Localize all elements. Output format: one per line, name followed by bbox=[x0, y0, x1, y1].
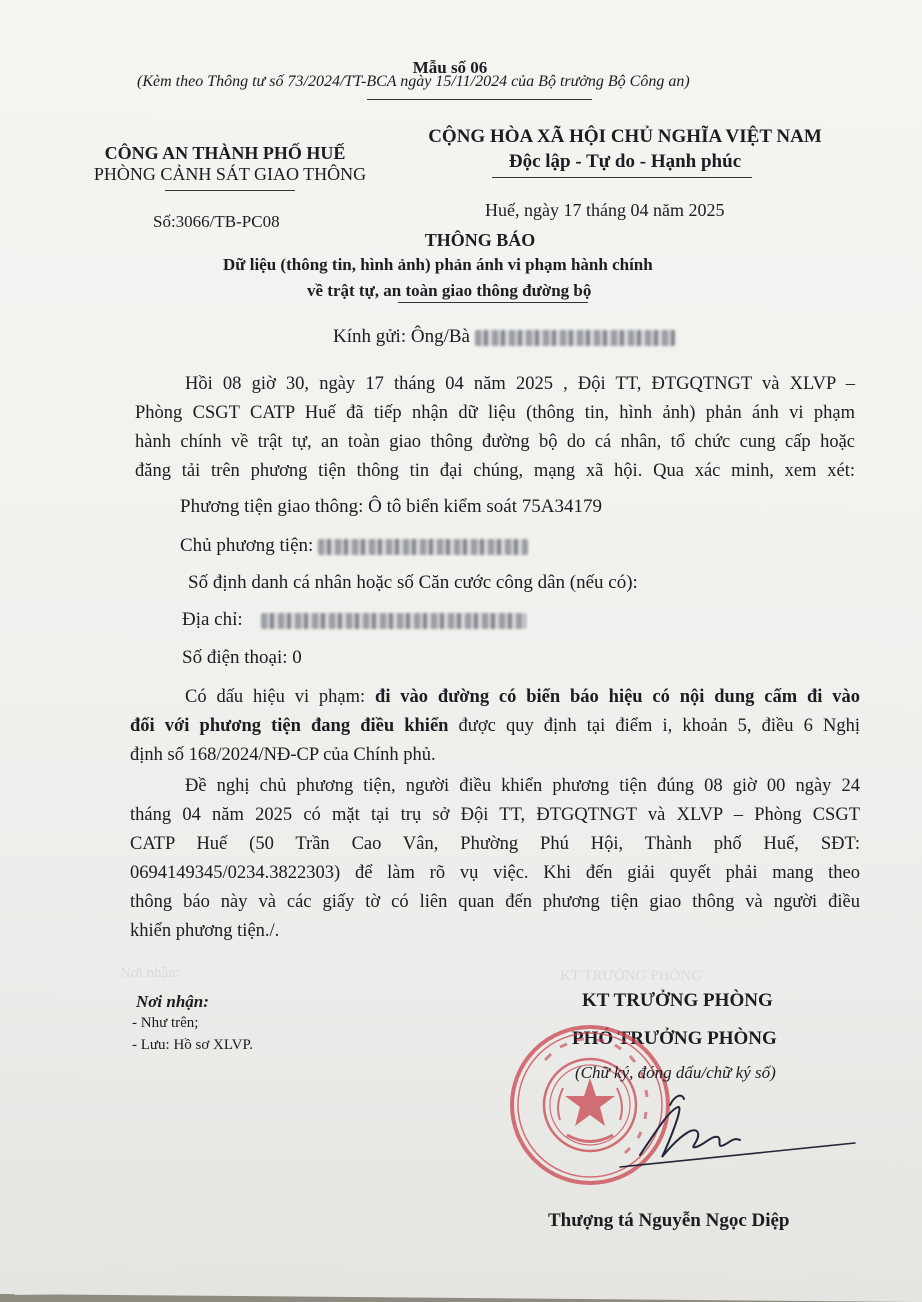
document-title: THÔNG BÁO bbox=[424, 230, 536, 250]
owner-field bbox=[180, 535, 528, 557]
intro-line: Phòng CSGT CATP Huế đã tiếp nhận dữ liệu (thông tin, hình ảnh) phản ánh vi phạm bbox=[135, 403, 855, 423]
form-number: Mẫu số 06 bbox=[412, 58, 488, 77]
owner-label: Chủ phương tiện: bbox=[180, 535, 314, 556]
place-date: Huế, ngày 17 tháng 04 năm 2025 bbox=[485, 200, 725, 220]
form-reference: (Kèm theo Thông tư số 73/2024/TT-BCA ngày 15/11/2024 của Bộ trưởng Bộ Công an) bbox=[137, 73, 690, 90]
divider bbox=[398, 302, 588, 303]
country-name: CỘNG HÒA XÃ HỘI CHỦ NGHĨA VIỆT NAM bbox=[428, 126, 822, 147]
signer-name: Thượng tá Nguyễn Ngọc Diệp bbox=[548, 1210, 790, 1231]
violation-line bbox=[130, 712, 860, 741]
vehicle-field: Phương tiện giao thông: Ô tô biển kiểm soát 75A34179 bbox=[180, 496, 602, 517]
intro-line: Hồi 08 giờ 30, ngày 17 tháng 04 năm 2025 , Đội TT, ĐTGQTNGT và XLVP – bbox=[185, 374, 855, 394]
request-line: khiển phương tiện./. bbox=[130, 921, 280, 941]
violation-basis: được quy định tại điểm i, khoản 5, điều 6 Nghị bbox=[448, 716, 860, 736]
divider bbox=[367, 99, 592, 100]
recipient-item: - Lưu: Hồ sơ XLVP. bbox=[132, 1037, 253, 1053]
divider bbox=[492, 177, 752, 178]
request-line: CATP Huế (50 Trần Cao Vân, Phường Phú Hội, Thành phố Huế, SĐT: bbox=[130, 834, 860, 854]
redacted-address bbox=[261, 613, 526, 629]
request-line: thông báo này và các giấy tờ có liên quan đến phương tiện giao thông và người điều bbox=[130, 892, 860, 912]
id-field: Số định danh cá nhân hoặc số Căn cước công dân (nếu có): bbox=[188, 572, 638, 593]
intro-paragraph bbox=[135, 370, 855, 486]
document-subtitle-2: về trật tự, an toàn giao thông đường bộ bbox=[307, 281, 592, 300]
request-line: tháng 04 năm 2025 có mặt tại trụ sở Đội TT, ĐTGQTNGT và XLVP – Phòng CSGT bbox=[130, 805, 860, 825]
bleed-through-text: Nơi nhận: bbox=[120, 965, 181, 981]
phone-field: Số điện thoại: 0 bbox=[182, 647, 302, 668]
violation-paragraph bbox=[130, 683, 860, 770]
request-paragraph bbox=[130, 772, 860, 946]
addressee bbox=[333, 326, 675, 348]
recipients-label: Nơi nhận: bbox=[136, 992, 209, 1011]
national-motto: Độc lập - Tự do - Hạnh phúc bbox=[508, 151, 742, 172]
redacted-owner bbox=[318, 539, 528, 555]
signature-title-1: KT TRƯỞNG PHÒNG bbox=[582, 990, 773, 1011]
violation-text: đi vào đường có biển báo hiệu có nội dung cấm đi vào bbox=[375, 687, 860, 707]
bleed-through-text: KT TRƯỞNG PHÒNG bbox=[560, 968, 702, 984]
redacted-name bbox=[475, 330, 675, 346]
addressee-label: Kính gửi: Ông/Bà bbox=[333, 326, 470, 347]
request-line: Đề nghị chủ phương tiện, người điều khiển phương tiện đúng 08 giờ 00 ngày 24 bbox=[185, 776, 860, 796]
agency-parent: CÔNG AN THÀNH PHỐ HUẾ bbox=[104, 143, 346, 163]
violation-text: đối với phương tiện đang điều khiển bbox=[130, 716, 449, 736]
divider bbox=[165, 190, 295, 191]
violation-line: định số 168/2024/NĐ-CP của Chính phủ. bbox=[130, 745, 436, 765]
signature-note: (Chữ ký, đóng dấu/chữ ký số) bbox=[575, 1063, 776, 1082]
intro-line: hành chính về trật tự, an toàn giao thông đường bộ do cá nhân, tổ chức cung cấp hoặc bbox=[135, 432, 855, 452]
address-field bbox=[182, 609, 526, 631]
document-number: Số:3066/TB-PC08 bbox=[153, 212, 280, 231]
recipient-item: - Như trên; bbox=[132, 1015, 199, 1031]
agency-unit: PHÒNG CẢNH SÁT GIAO THÔNG bbox=[93, 164, 367, 184]
request-line: 0694149345/0234.3822303) để làm rõ vụ việc. Khi đến giải quyết phải mang theo bbox=[130, 863, 860, 883]
violation-line bbox=[130, 683, 860, 712]
signature-title-2: PHÓ TRƯỞNG PHÒNG bbox=[572, 1028, 777, 1049]
violation-prefix: Có dấu hiệu vi phạm: bbox=[185, 687, 376, 707]
signature-icon bbox=[600, 1085, 870, 1175]
intro-line: đăng tải trên phương tiện thông tin đại chúng, mạng xã hội. Qua xác minh, xem xét: bbox=[135, 461, 855, 481]
document-subtitle-1: Dữ liệu (thông tin, hình ảnh) phản ánh vi phạm hành chính bbox=[223, 255, 653, 274]
address-label: Địa chỉ: bbox=[182, 609, 243, 630]
